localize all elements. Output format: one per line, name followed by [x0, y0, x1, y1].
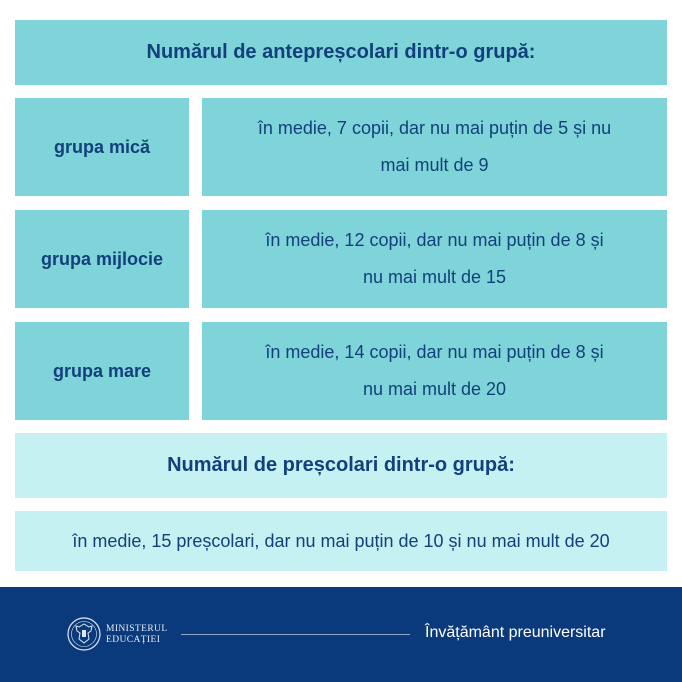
group-description-mica — [202, 98, 667, 196]
preschool-title: Numărul de preșcolari dintr-o grupă: — [15, 433, 667, 498]
antepreschool-title: Numărul de antepreșcolari dintr-o grupă: — [15, 20, 667, 85]
group-label-mijlocie: grupa mijlocie — [15, 210, 189, 308]
ministry-crest-icon — [67, 617, 101, 651]
group-description-mare — [202, 322, 667, 420]
group-description-line2: nu mai mult de 15 — [362, 267, 507, 287]
group-description-line2: mai mult de 9 — [380, 155, 489, 175]
ministry-name — [106, 624, 168, 646]
preschool-description: în medie, 15 preșcolari, dar nu mai puțin de 10 și nu mai mult de 20 — [15, 511, 667, 571]
group-description-line1: în medie, 7 copii, dar nu mai puțin de 5 și nu — [257, 118, 612, 138]
footer-tagline: Învățământ preuniversitar — [425, 624, 606, 641]
group-label-mica: grupa mică — [15, 98, 189, 196]
group-label-mare: grupa mare — [15, 322, 189, 420]
ministry-name-line1: MINISTERUL — [106, 624, 168, 634]
ministry-name-line2: EDUCAȚIEI — [106, 635, 161, 645]
group-description-line1: în medie, 14 copii, dar nu mai puțin de 8 și — [265, 342, 604, 362]
group-description-line2: nu mai mult de 20 — [362, 379, 507, 399]
group-description-mijlocie — [202, 210, 667, 308]
group-description-line1: în medie, 12 copii, dar nu mai puțin de 8 și — [265, 230, 604, 250]
footer-divider — [181, 634, 410, 635]
